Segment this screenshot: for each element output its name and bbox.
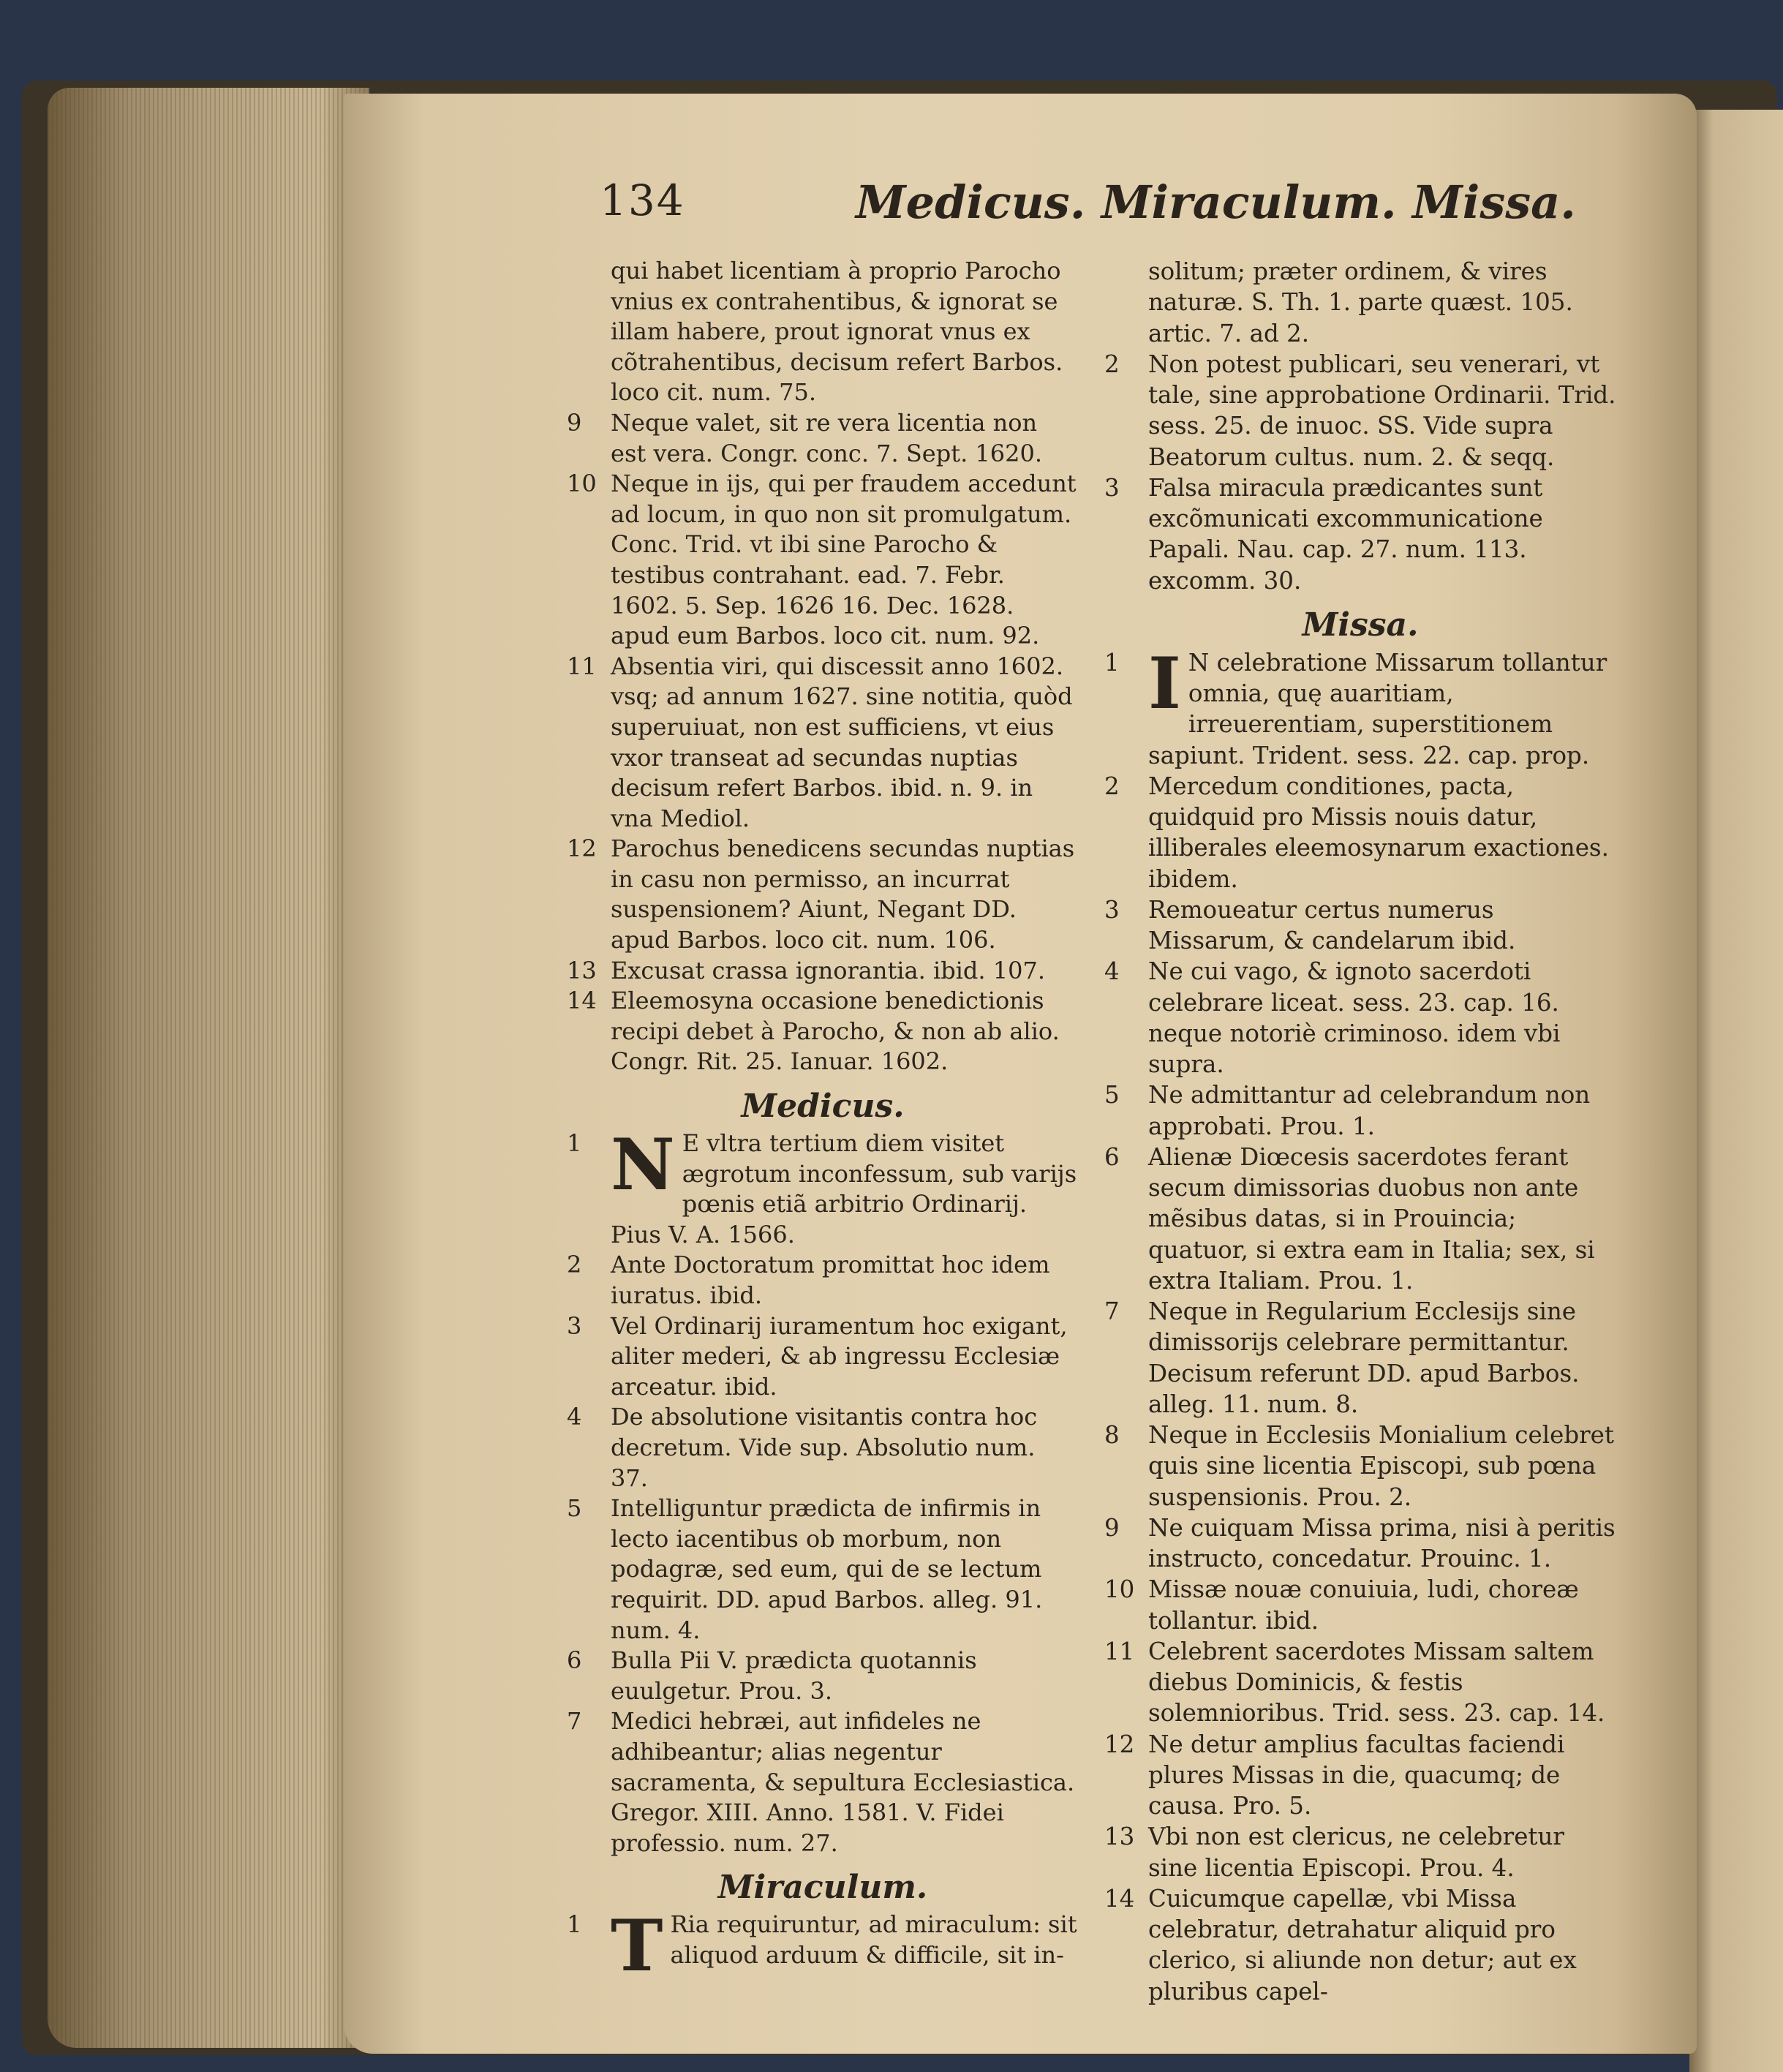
entry-number: 2 bbox=[1104, 350, 1120, 378]
entry-number: 3 bbox=[567, 1311, 582, 1340]
entry-number: 13 bbox=[1104, 1823, 1135, 1851]
entry-number: 9 bbox=[567, 408, 582, 437]
entry-text: Eleemosyna occasione benedictionis recipi debet à Parocho, & non ab alio. Congr. Rit. 25. Ianuar. 1602. bbox=[611, 987, 1060, 1076]
entry-text: Ne admittantur ad celebrandum non approbati. Prou. 1. bbox=[1148, 1081, 1591, 1140]
entry-text: Excusat crassa ignorantia. ibid. 107. bbox=[611, 956, 1045, 984]
entry bbox=[1104, 1512, 1616, 1575]
entry bbox=[567, 1646, 1079, 1706]
drop-cap: I bbox=[1148, 641, 1181, 725]
first-entry-miraculum bbox=[567, 1905, 1079, 1988]
entry-number: 11 bbox=[1104, 1637, 1135, 1665]
entry bbox=[1104, 1574, 1616, 1636]
running-head bbox=[600, 176, 1576, 241]
first-entry-missa bbox=[1104, 641, 1616, 771]
entry-number: 6 bbox=[1104, 1142, 1120, 1171]
entry-text: Vbi non est clericus, ne celebretur sine licentia Episcopi. Prou. 4. bbox=[1148, 1823, 1564, 1882]
entry-text: Celebrent sacerdotes Missam saltem diebus Dominicis, & festis solemnioribus. Trid. sess. 23. cap. 14. bbox=[1148, 1637, 1605, 1728]
entry-text: Neque in Regularium Ecclesijs sine dimissorijs celebrare permittantur. Decisum referunt DD. apud Barbos. alleg. 11. num. 8. bbox=[1148, 1297, 1580, 1418]
entry bbox=[567, 956, 1079, 987]
entry bbox=[1104, 349, 1616, 472]
drop-cap: N bbox=[611, 1123, 675, 1207]
entry bbox=[1104, 472, 1616, 596]
entry bbox=[1104, 1142, 1616, 1296]
entry bbox=[1104, 1883, 1616, 2007]
section-heading-miraculum: Miraculum. bbox=[717, 1869, 928, 1907]
entry-text: Ne cui vago, & ignoto sacerdoti celebrare liceat. sess. 23. cap. 16. neque notoriè criminoso. idem vbi supra. bbox=[1148, 957, 1561, 1078]
entry bbox=[567, 1250, 1079, 1311]
entry-number: 1 bbox=[567, 1910, 582, 1939]
entry bbox=[1104, 894, 1616, 957]
entry-number: 7 bbox=[1104, 1297, 1120, 1325]
entry-number: 3 bbox=[1104, 473, 1120, 502]
entry-number: 4 bbox=[1104, 957, 1120, 986]
entry bbox=[567, 652, 1079, 835]
entry bbox=[1104, 1080, 1616, 1142]
entry bbox=[567, 1493, 1079, 1646]
entry-number: 3 bbox=[1104, 895, 1120, 924]
facing-page-edge bbox=[1689, 110, 1783, 2072]
entry-number: 9 bbox=[1104, 1513, 1120, 1542]
entry-text: Alienæ Diœcesis sacerdotes ferant secum dimissorias duobus non ante mẽsibus datas, si in Prouincia; quatuor, si extra eam in Italia; sex, si extra Italiam. Prou. 1. bbox=[1148, 1142, 1595, 1295]
entry-text: Ria requiruntur, ad miraculum: sit aliquod arduum & difficile, sit in- bbox=[670, 1910, 1077, 1969]
entry-number: 2 bbox=[567, 1251, 582, 1279]
entry-text: Intelliguntur prædicta de infirmis in lecto iacentibus ob morbum, non podagræ, sed eum, qui de se lectum requirit. DD. apud Barbos. alleg. 91. num. 4. bbox=[611, 1494, 1043, 1644]
entry bbox=[567, 986, 1079, 1077]
entry bbox=[567, 834, 1079, 955]
entry bbox=[1104, 956, 1616, 1080]
section-heading-missa: Missa. bbox=[1302, 606, 1419, 644]
entry-text: N celebratione Missarum tollantur omnia, quę auaritiam, irreuerentiam, superstitionem sapiunt. Trident. sess. 22. cap. prop. bbox=[1148, 648, 1607, 769]
entry-number: 7 bbox=[567, 1707, 582, 1736]
entry bbox=[1104, 1420, 1616, 1512]
entry bbox=[567, 469, 1079, 652]
entry-text: Mercedum conditiones, pacta, quidquid pro Missis nouis datur, illiberales eleemosynarum exactiones. ibidem. bbox=[1148, 772, 1609, 893]
entry-text: Falsa miracula prædicantes sunt excõmunicati excommunicatione Papali. Nau. cap. 27. num. 113. excomm. 30. bbox=[1148, 473, 1543, 595]
entry bbox=[1104, 771, 1616, 894]
entry-text: Vel Ordinarij iuramentum hoc exigant, aliter mederi, & ab ingressu Ecclesiæ arceatur. ibid. bbox=[611, 1311, 1068, 1401]
entry-number: 11 bbox=[567, 652, 597, 680]
entry-number: 14 bbox=[567, 987, 597, 1015]
entry-list bbox=[567, 408, 1079, 1077]
entry-number: 8 bbox=[1104, 1421, 1120, 1449]
entry-number: 1 bbox=[1104, 648, 1120, 677]
entry-number: 5 bbox=[1104, 1081, 1120, 1110]
entry-number: 10 bbox=[567, 470, 597, 498]
entry-text: Cuicumque capellæ, vbi Missa celebratur, detrahatur aliquid pro clerico, si aliunde non detur; aut ex pluribus capel- bbox=[1148, 1884, 1577, 2005]
entry-list bbox=[567, 1250, 1079, 1858]
entry-text: Missæ nouæ conuiuia, ludi, choreæ tollantur. ibid. bbox=[1148, 1575, 1579, 1635]
entry-number: 10 bbox=[1104, 1575, 1135, 1604]
entry-number: 2 bbox=[1104, 772, 1120, 800]
entry bbox=[1104, 1729, 1616, 1822]
entry-number: 5 bbox=[567, 1494, 582, 1523]
entry-list bbox=[1104, 349, 1616, 596]
entry-text: De absolutione visitantis contra hoc decretum. Vide sup. Absolutio num. 37. bbox=[611, 1403, 1038, 1492]
entry-text: Ante Doctoratum promittat hoc idem iuratus. ibid. bbox=[611, 1251, 1050, 1309]
entry bbox=[1104, 1636, 1616, 1729]
continuation-text: qui habet licentiam à proprio Parocho vnius ex contrahentibus, & ignorat se illam habere, prout ignorat vnus ex cõtrahentibus, decisum refert Barbos. loco cit. num. 75. bbox=[611, 257, 1063, 407]
drop-cap: T bbox=[611, 1905, 663, 1988]
section-heading-medicus: Medicus. bbox=[741, 1088, 905, 1126]
entry-number: 1 bbox=[567, 1129, 582, 1158]
entry-text: Remoueatur certus numerus Missarum, & candelarum ibid. bbox=[1148, 895, 1516, 954]
entry-text: Ne detur amplius facultas faciendi plures Missas in die, quacumq; de causa. Pro. 5. bbox=[1148, 1730, 1565, 1820]
entry-text: Neque in ijs, qui per fraudem accedunt ad locum, in quo non sit promulgatum. Conc. Trid. vt ibi sine Parocho & testibus contrahant. ead. 7. Febr. 1602. 5. Sep. 1626 16. Dec. 1628. apud eum Barbos. loco cit. num. 92. bbox=[611, 470, 1077, 650]
entry bbox=[1104, 1296, 1616, 1420]
entry-text: Medici hebræi, aut infideles ne adhibeantur; alias negentur sacramenta, & sepultura Ecclesiastica. Gregor. XIII. Anno. 1581. V. Fidei professio. num. 27. bbox=[611, 1707, 1075, 1857]
running-head-title: Medicus. Miraculum. Missa. bbox=[856, 176, 1576, 229]
entry bbox=[567, 1402, 1079, 1493]
entry bbox=[1104, 1821, 1616, 1883]
entry bbox=[567, 408, 1079, 469]
entry-text: Parochus benedicens secundas nuptias in casu non permisso, an incurrat suspensionem? Aiunt, Negant DD. apud Barbos. loco cit. num. 106. bbox=[611, 835, 1075, 954]
entry-number: 12 bbox=[567, 835, 597, 863]
right-column bbox=[1104, 256, 1616, 2007]
entry-text: Bulla Pii V. prædicta quotannis euulgetur. Prou. 3. bbox=[611, 1646, 977, 1705]
left-column bbox=[567, 256, 1079, 1988]
entry-number: 14 bbox=[1104, 1884, 1135, 1913]
page-number: 134 bbox=[600, 176, 685, 225]
entry-number: 12 bbox=[1104, 1730, 1135, 1758]
entry bbox=[567, 1706, 1079, 1858]
entry-list bbox=[1104, 771, 1616, 2007]
entry-text: Absentia viri, qui discessit anno 1602. vsq; ad annum 1627. sine notitia, quòd superuiuat, non est sufficiens, vt eius vxor transeat ad secundas nuptias decisum refert Barbos. ibid. n. 9. in vna Mediol. bbox=[611, 652, 1073, 832]
continuation-text: solitum; præter ordinem, & vires naturæ. S. Th. 1. parte quæst. 105. artic. 7. ad 2. bbox=[1148, 257, 1573, 347]
entry-number: 4 bbox=[567, 1403, 582, 1431]
entry-text: Neque in Ecclesiis Monialium celebret quis sine licentia Episcopi, sub pœna suspensionis. Prou. 2. bbox=[1148, 1421, 1614, 1511]
entry-number: 13 bbox=[567, 956, 597, 984]
entry-number: 6 bbox=[567, 1646, 582, 1675]
entry-text: E vltra tertium diem visitet ægrotum inconfessum, sub varijs pœnis etiã arbitrio Ordinarij. Pius V. A. 1566. bbox=[611, 1129, 1077, 1248]
page-edges bbox=[48, 88, 369, 2048]
entry-text: Non potest publicari, seu venerari, vt tale, sine approbatione Ordinarii. Trid. sess. 25. de inuoc. SS. Vide supra Beatorum cultus. num. 2. & seqq. bbox=[1148, 350, 1616, 471]
entry-text: Neque valet, sit re vera licentia non est vera. Congr. conc. 7. Sept. 1620. bbox=[611, 408, 1043, 467]
entry bbox=[567, 1311, 1079, 1403]
entry-text: Ne cuiquam Missa prima, nisi à peritis instructo, concedatur. Prouinc. 1. bbox=[1148, 1513, 1616, 1572]
first-entry-medicus bbox=[567, 1123, 1079, 1250]
